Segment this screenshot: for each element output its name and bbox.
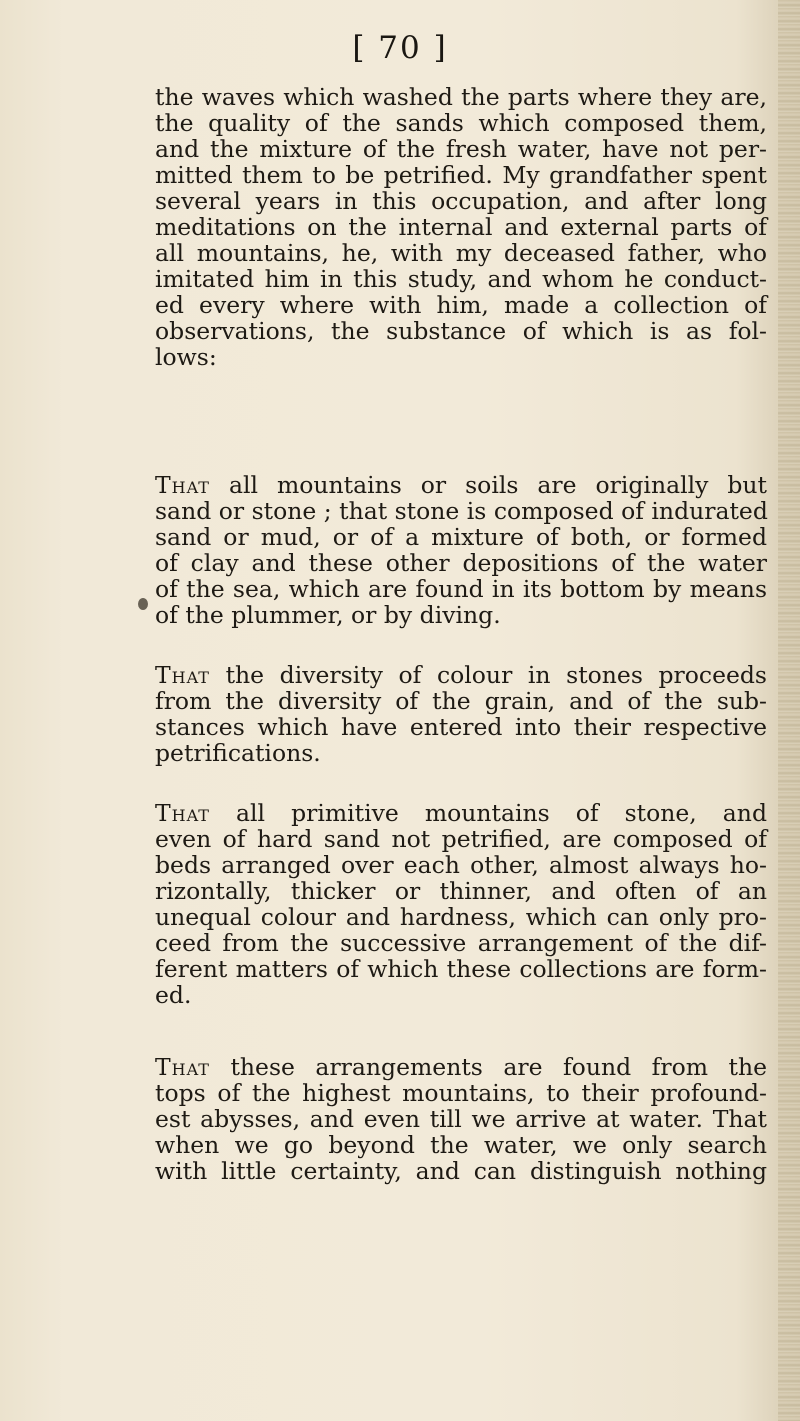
text-line: of clay and these other depositions of the water [155,549,767,577]
text-line-first [155,472,767,498]
text-line: several years in this occupation, and after long [155,187,767,215]
text-line: ferent matters of which these collections are form- [155,955,767,983]
text-line: from the diversity of the grain, and of the sub- [155,687,767,715]
text-line: ed. [155,981,192,1009]
text-line: and the mixture of the fresh water, have not per- [155,135,767,163]
text-line: tops of the highest mountains, to their profound- [155,1079,767,1107]
paragraph-lead-word: That [155,1053,210,1081]
text-line-first [155,662,767,688]
paragraph-lead-word: That [155,661,210,689]
text-line-rest: all primitive mountains of stone, and [209,799,767,827]
text-line: of the plummer, or by diving. [155,601,501,629]
text-line: of the sea, which are found in its bottom by means [155,575,767,603]
text-line: with little certainty, and can distinguish nothing [155,1157,767,1185]
paragraph-4 [155,800,767,1008]
paragraph-1 [155,84,767,370]
paragraph-lead-word: That [155,471,210,499]
paragraph-lead-word: That [155,799,210,827]
text-line: mitted them to be petrified. My grandfather spent [155,161,767,189]
text-line: est abysses, and even till we arrive at water. That [155,1105,767,1133]
text-line: rizontally, thicker or thinner, and often of an [155,877,767,905]
text-line: ceed from the successive arrangement of the dif- [155,929,767,957]
text-line-rest: all mountains or soils are originally but [209,471,767,499]
text-line: the waves which washed the parts where they are, [155,83,767,111]
text-line: all mountains, he, with my deceased father, who [155,239,767,267]
text-line: stances which have entered into their respective [155,713,767,741]
page-number-header: [ 70 ] [352,30,448,66]
text-line-rest: these arrangements are found from the [209,1053,767,1081]
page-edge-shadow [778,0,800,1421]
text-line: ed every where with him, made a collection of [155,291,767,319]
text-line: beds arranged over each other, almost always ho- [155,851,767,879]
text-line: lows: [155,343,217,371]
text-line: when we go beyond the water, we only search [155,1131,767,1159]
paragraph-2 [155,472,767,628]
paragraph-3 [155,662,767,766]
text-line-first [155,1054,767,1080]
text-line: even of hard sand not petrified, are composed of [155,825,767,853]
text-line: sand or mud, or of a mixture of both, or formed [155,523,767,551]
ink-stain-mark [138,598,148,610]
text-line: petrifications. [155,739,321,767]
paragraph-5 [155,1054,767,1184]
text-line: observations, the substance of which is as fol- [155,317,767,345]
text-line: sand or stone ; that stone is composed of indurated [155,497,768,525]
text-line: the quality of the sands which composed them, [155,109,767,137]
text-line: imitated him in this study, and whom he conduct- [155,265,767,293]
text-line: meditations on the internal and external parts of [155,213,767,241]
text-line-rest: the diversity of colour in stones proceeds [209,661,767,689]
text-line: unequal colour and hardness, which can only pro- [155,903,767,931]
text-line-first [155,800,767,826]
